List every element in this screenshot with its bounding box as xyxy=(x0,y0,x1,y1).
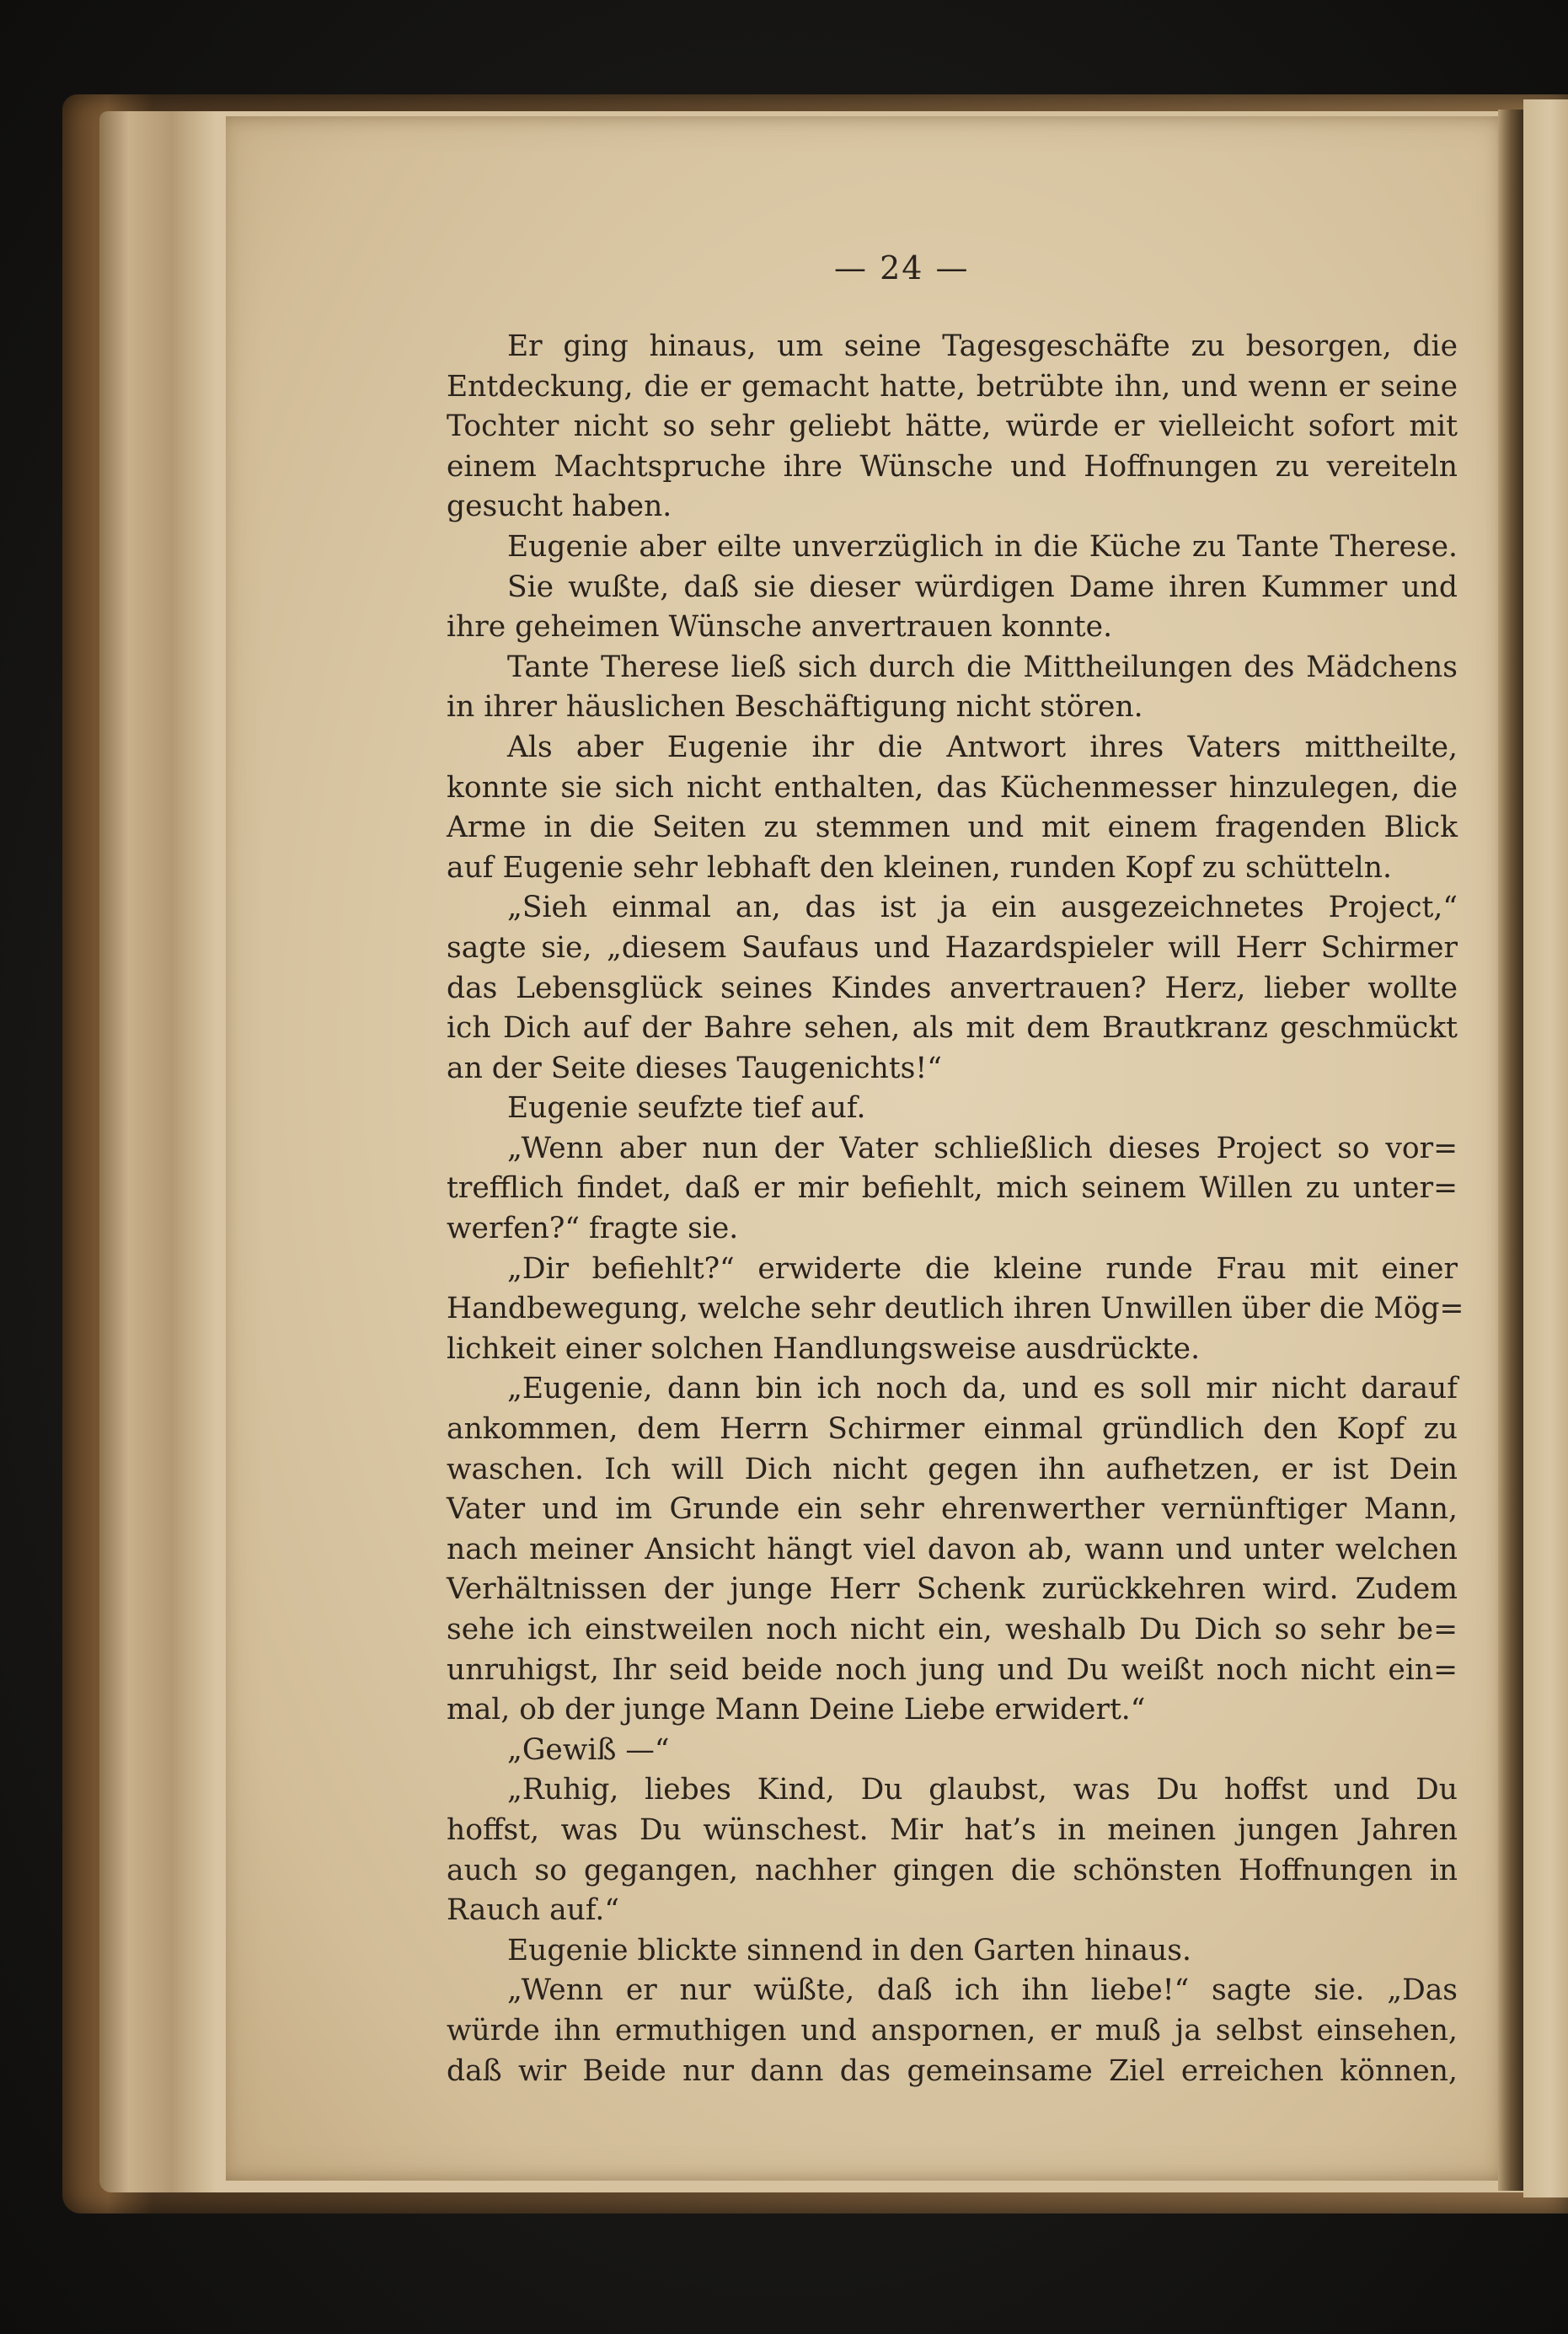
text-line: ihre geheimen Wünsche anvertrauen konnte. xyxy=(447,610,1113,645)
text-line: sehe ich einstweilen noch nicht ein, weshalb Du Dich so sehr be= xyxy=(447,1613,1458,1646)
text-line: ich Dich auf der Bahre sehen, als mit dem Brautkranz geschmückt xyxy=(447,1011,1458,1046)
text-line: „Wenn aber nun der Vater schließlich dieses Project so vor= xyxy=(507,1131,1458,1165)
text-line: „Dir befiehlt?“ erwiderte die kleine runde Frau mit einer xyxy=(507,1251,1458,1286)
page-number: — 24 — xyxy=(834,249,970,286)
text-line: das Lebensglück seines Kindes anvertrauen? Herz, lieber wollte xyxy=(447,971,1458,1005)
text-line: Verhältnissen der junge Herr Schenk zurückkehren wird. Zudem xyxy=(447,1572,1458,1607)
text-line: einem Machtspruche ihre Wünsche und Hoffnungen zu vereiteln xyxy=(447,449,1458,484)
text-line: Tochter nicht so sehr geliebt hätte, würde er vielleicht sofort mit xyxy=(447,410,1458,444)
next-page-edge xyxy=(1523,99,1568,2197)
book-gutter xyxy=(1498,110,1523,2191)
text-line: Vater und im Grunde ein sehr ehrenwerther vernünftiger Mann, xyxy=(447,1492,1458,1527)
text-line: waschen. Ich will Dich nicht gegen ihn aufhetzen, er ist Dein xyxy=(447,1452,1458,1486)
text-line: sagte sie, „diesem Saufaus und Hazardspieler will Herr Schirmer xyxy=(447,930,1458,965)
text-line: lichkeit einer solchen Handlungsweise ausdrückte. xyxy=(447,1331,1201,1366)
text-line: Arme in die Seiten zu stemmen und mit einem fragenden Blick xyxy=(447,811,1458,845)
text-line: würde ihn ermuthigen und anspornen, er muß ja selbst einsehen, xyxy=(447,2013,1458,2048)
text-line: unruhigst, Ihr seid beide noch jung und Du weißt noch nicht ein= xyxy=(447,1652,1458,1687)
text-line: gesucht haben. xyxy=(447,490,672,524)
text-line: konnte sie sich nicht enthalten, das Küchenmesser hinzulegen, die xyxy=(447,770,1458,805)
text-line: Eugenie blickte sinnend in den Garten hinaus. xyxy=(507,1933,1191,1967)
text-line: Handbewegung, welche sehr deutlich ihren Unwillen über die Mög= xyxy=(447,1292,1464,1326)
text-line: in ihrer häuslichen Beschäftigung nicht stören. xyxy=(447,690,1143,725)
text-line: daß wir Beide nur dann das gemeinsame Ziel erreichen können, xyxy=(447,2053,1458,2088)
text-line: „Ruhig, liebes Kind, Du glaubst, was Du hoffst und Du xyxy=(507,1773,1458,1807)
text-line: „Eugenie, dann bin ich noch da, und es soll mir nicht darauf xyxy=(507,1372,1458,1406)
text-line: ankommen, dem Herrn Schirmer einmal gründlich den Kopf zu xyxy=(447,1412,1458,1447)
body-text xyxy=(447,327,1464,2091)
text-line: „Sieh einmal an, das ist ja ein ausgezeichnetes Project,“ xyxy=(507,891,1458,925)
text-line: nach meiner Ansicht hängt viel davon ab, wann und unter welchen xyxy=(447,1532,1458,1566)
text-line: Er ging hinaus, um seine Tagesgeschäfte zu besorgen, die xyxy=(507,329,1458,363)
text-line: Tante Therese ließ sich durch die Mittheilungen des Mädchens xyxy=(507,650,1458,684)
text-line: Sie wußte, daß sie dieser würdigen Dame ihren Kummer und xyxy=(507,570,1458,604)
text-line: Eugenie aber eilte unverzüglich in die Küche zu Tante Therese. xyxy=(507,529,1458,564)
text-line: „Gewiß —“ xyxy=(507,1732,670,1767)
text-line: Rauch auf.“ xyxy=(447,1893,619,1928)
text-line: Entdeckung, die er gemacht hatte, betrübte ihn, und wenn er seine xyxy=(447,369,1458,404)
text-line: „Wenn er nur wüßte, daß ich ihn liebe!“ sagte sie. „Das xyxy=(507,1973,1458,2008)
text-line: auch so gegangen, nachher gingen die schönsten Hoffnungen in xyxy=(447,1853,1458,1887)
text-line: trefflich findet, daß er mir befiehlt, mich seinem Willen zu unter= xyxy=(447,1171,1458,1206)
text-line: hoffst, was Du wünschest. Mir hat’s in meinen jungen Jahren xyxy=(447,1812,1458,1847)
text-line: werfen?“ fragte sie. xyxy=(447,1212,739,1246)
text-line: mal, ob der junge Mann Deine Liebe erwidert.“ xyxy=(447,1693,1146,1727)
text-line: auf Eugenie sehr lebhaft den kleinen, runden Kopf zu schütteln. xyxy=(447,850,1392,885)
text-line: Eugenie seufzte tief auf. xyxy=(507,1091,866,1126)
text-line: an der Seite dieses Taugenichts!“ xyxy=(447,1051,942,1085)
text-line: Als aber Eugenie ihr die Antwort ihres Vaters mittheilte, xyxy=(507,730,1458,764)
